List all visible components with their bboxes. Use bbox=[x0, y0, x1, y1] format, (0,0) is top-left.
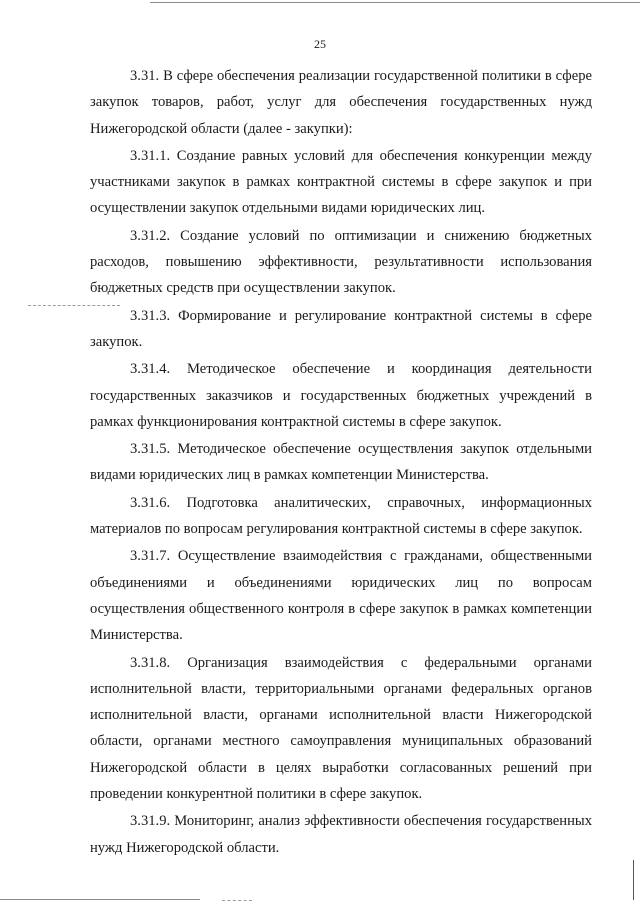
paragraph-3-31-3: 3.31.3. Формирование и регулирование контрактной системы в сфере закупок. bbox=[90, 307, 592, 350]
paragraph-3-31-4: 3.31.4. Методическое обеспечение и координация деятельности государственных заказчиков и государственных бюджетных учреждений в рамках функционирования контрактной системы в сфере закупок. bbox=[90, 361, 592, 430]
paragraph-3-31-5: 3.31.5. Методическое обеспечение осуществления закупок отдельными видами юридических лиц в рамках компетенции Министерства. bbox=[90, 441, 592, 484]
paragraph-3-31-7: 3.31.7. Осуществление взаимодействия с гражданами, общественными объединениями и объединениями юридических лиц по вопросам осуществления общественного контроля в сфере закупок в рамках компетенции Министерства. bbox=[90, 548, 592, 644]
paragraph-3-31: 3.31. В сфере обеспечения реализации государственной политики в сфере закупок товаров, работ, услуг для обеспечения государственных нужд Нижегородской области (далее - закупки): bbox=[90, 68, 592, 137]
document-body bbox=[90, 63, 592, 861]
scan-top-edge-line bbox=[150, 2, 640, 3]
page-number: 25 bbox=[314, 37, 326, 51]
paragraph-3-31-2: 3.31.2. Создание условий по оптимизации и снижению бюджетных расходов, повышению эффективности, результативности использования бюджетных средств при осуществлении закупок. bbox=[90, 227, 592, 297]
scan-bottom-dash-mark bbox=[222, 900, 252, 901]
paragraph-3-31-1: 3.31.1. Создание равных условий для обеспечения конкуренции между участниками закупок в рамках контрактной системы в сфере закупок и при осуществлении закупок отдельными видами юридических лиц. bbox=[90, 147, 592, 217]
paragraph-3-31-6: 3.31.6. Подготовка аналитических, справочных, информационных материалов по вопросам регулирования контрактной системы в сфере закупок. bbox=[90, 494, 592, 538]
scan-bottom-edge-line bbox=[0, 899, 200, 900]
scan-right-edge-mark bbox=[633, 860, 634, 900]
paragraph-3-31-8: 3.31.8. Организация взаимодействия с федеральными органами исполнительной власти, территориальными органами федеральных органов исполнительной власти, органами исполнительной власти Нижегородской области, органами местного самоуправления муниципальных образований Нижегородской области в целях выработки согласованных решений при проведении конкурентной политики в сфере закупок. bbox=[90, 654, 592, 803]
paragraph-3-31-9: 3.31.9. Мониторинг, анализ эффективности обеспечения государственных нужд Нижегородской области. bbox=[90, 813, 592, 856]
